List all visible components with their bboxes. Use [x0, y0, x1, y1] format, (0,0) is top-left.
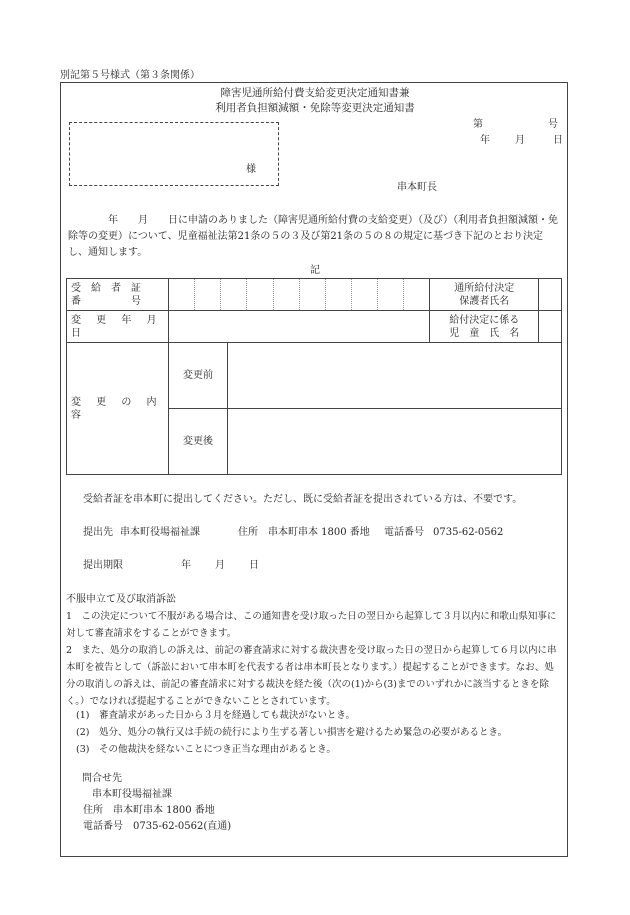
appeal-item-1: 1 この決定について不服がある場合は、この通知書を受け取った日の翌日から起算して３月以内に和歌山県知事に対して審査請求をすることができます。: [66, 611, 557, 639]
contact-address: 住所 串本町串本 1800 番地: [83, 805, 215, 816]
change-date-label: 変 更 年 月 日: [67, 311, 169, 343]
title-line-1: 障害児通所給付費支給変更決定通知書兼: [220, 87, 410, 99]
info-table: [66, 278, 562, 475]
number-label-dai: 第: [473, 119, 483, 130]
submit-notice: 受給者証を串本町に提出してください。ただし、既に受給者証を提出されている方は、不要です。: [83, 494, 523, 505]
after-field[interactable]: [228, 409, 562, 475]
addressee-box[interactable]: [69, 122, 279, 186]
cert-number-label: 受 給 者 証 番 号: [67, 279, 169, 311]
change-date-field[interactable]: [169, 311, 430, 343]
body-text: 年 月 日に申請のありました（障害児通所給付費の支給変更）（及び）（利用者負担額減額・免除等の変更）について、児童福祉法第21条の５の３及び第21条の５の８の規定に基づき下記のとおり決定し、通知します。: [68, 215, 558, 258]
appeal-sub-3: (3) その他裁決を経ないことにつき正当な理由があるとき。: [76, 744, 336, 755]
ki-label: 記: [310, 265, 320, 276]
change-content-label: 変 更 の 内 容: [67, 343, 169, 475]
address-value: 串本町串本 1800 番地: [268, 527, 370, 538]
guardian-name-field[interactable]: [539, 279, 562, 311]
appeal-heading: 不服申立て及び取消訴訟: [66, 594, 176, 605]
appeal-sub-2: (2) 処分、処分の執行又は手続の続行により生ずる著しい損害を避けるため緊急の必要があるとき。: [76, 727, 508, 738]
appeal-sub-1: (1) 審査請求があった日から３月を経過しても裁決がないとき。: [76, 710, 355, 721]
issuer-name: 串本町長: [397, 182, 437, 193]
contact-dept: 串本町役場福祉課: [92, 789, 172, 800]
before-field[interactable]: [228, 343, 562, 409]
cert-number-field[interactable]: [169, 279, 430, 311]
address-label: 住所: [238, 527, 258, 538]
number-label-go: 号: [548, 119, 558, 130]
appeal-item-2: 2 また、処分の取消しの訴えは、前記の審査請求に対する裁決書を受け取った日の翌日から起算して６月以内に串本町を被告として（訴訟において串本町を代表する者は串本町長となります。）提起することができます。なお、処分の取消しの訴えは、前記の審査請求に対する裁決を経た後（次の(1)から(3)までのいずれかに該当するときを除く。）でなければ提起することができないこととされています。: [66, 645, 557, 707]
deadline-month: 月: [215, 560, 225, 571]
phone-value: 0735-62-0562: [433, 527, 504, 538]
addressee-suffix: 様: [246, 164, 256, 175]
date-month: 月: [515, 135, 525, 146]
child-name-label: 給付決定に係る 児 童 氏 名: [430, 311, 539, 343]
date-year: 年: [480, 135, 490, 146]
title-line-2: 利用者負担額減額・免除等変更決定通知書: [215, 102, 415, 114]
child-name-field[interactable]: [539, 311, 562, 343]
guardian-name-label: 通所給付決定 保護者氏名: [430, 279, 539, 311]
before-label: 変更前: [169, 343, 228, 409]
form-reference: 別記第５号様式（第３条関係）: [60, 70, 200, 81]
submit-to-value: 串本町役場福祉課: [120, 527, 200, 538]
deadline-label: 提出期限: [83, 560, 123, 571]
contact-heading: 問合せ先: [82, 773, 122, 784]
phone-label: 電話番号: [384, 527, 424, 538]
deadline-year: 年: [181, 560, 191, 571]
date-day: 日: [553, 135, 563, 146]
deadline-day: 日: [249, 560, 259, 571]
after-label: 変更後: [169, 409, 228, 475]
contact-phone: 電話番号 0735-62-0562(直通): [83, 821, 232, 832]
submit-to-label: 提出先: [83, 527, 113, 538]
